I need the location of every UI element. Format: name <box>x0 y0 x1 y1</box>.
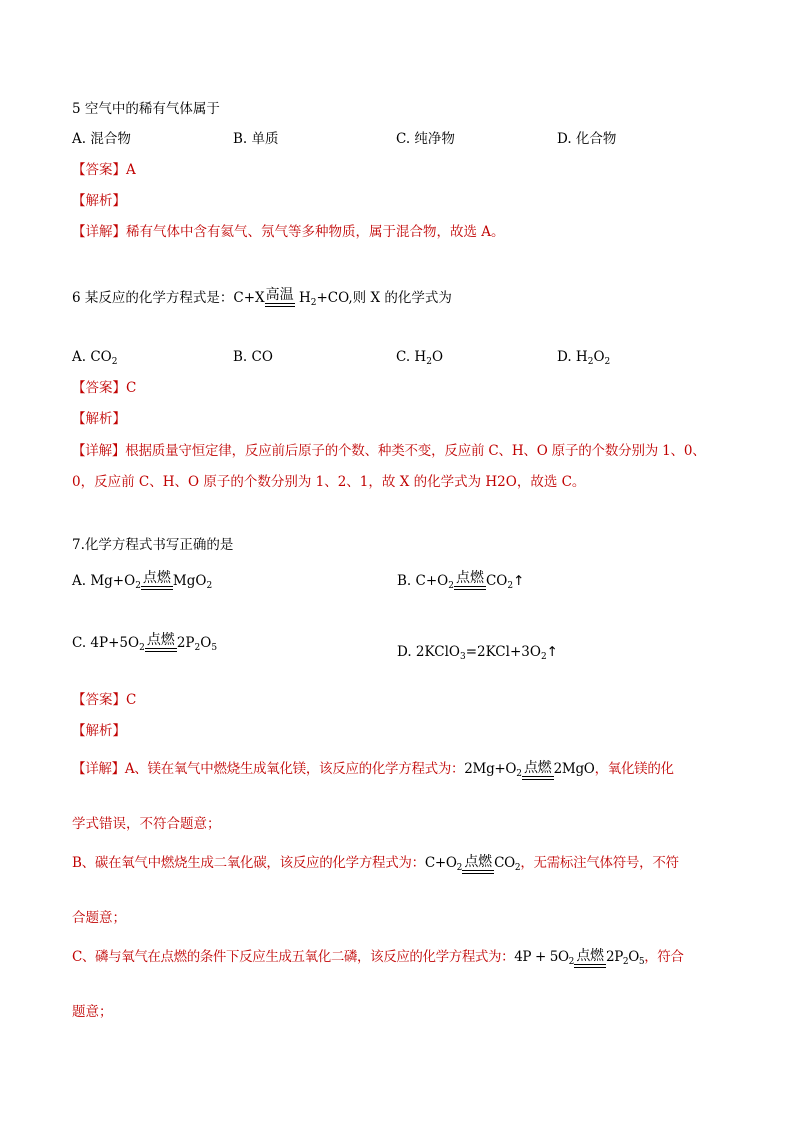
opt-text: O <box>431 349 444 365</box>
eq-text: O <box>628 949 639 965</box>
eq-text: 2MgO <box>553 761 595 777</box>
answer-label: 【答案】 <box>72 162 126 178</box>
subscript: 3 <box>459 652 466 662</box>
condition-label: 点燃 <box>523 760 552 776</box>
opt-text: B. C+O <box>397 573 449 589</box>
subscript: 2 <box>514 863 521 873</box>
opt-text: O <box>200 635 212 651</box>
up-arrow-icon: ↑ <box>513 573 525 589</box>
subscript: 2 <box>426 357 432 367</box>
q5-option-d: D. 化合物 <box>557 131 617 147</box>
subscript: 2 <box>622 957 629 967</box>
q5-stem: 5 空气中的稀有气体属于 <box>72 101 220 117</box>
q7-stem: 7.化学方程式书写正确的是 <box>72 537 234 553</box>
detail-a-equation <box>464 761 594 777</box>
q7-detail-c <box>72 940 684 974</box>
q7-b-condition <box>454 570 486 596</box>
q7-option-b <box>397 566 524 596</box>
detail-text: ，氧化镁的化 <box>594 761 674 777</box>
subscript: 2 <box>604 357 611 367</box>
detail-text: 根据质量守恒定律，反应前后原子的个数、种类不变，反应前 C、H、O 原子的个数分别为 1、0、 <box>125 443 706 459</box>
subscript: 2 <box>507 581 514 591</box>
detail-b-equation <box>425 855 521 871</box>
q6-option-b: B. CO <box>233 349 273 365</box>
subscript: 5 <box>211 643 218 653</box>
q5-option-b: B. 单质 <box>233 131 279 147</box>
q6-analysis-label: 【解析】 <box>72 411 126 427</box>
detail-text: ，无需标注气体符号，不符 <box>520 855 679 871</box>
q7-option-a <box>72 566 212 596</box>
answer-value: C <box>126 380 137 396</box>
q7-a-condition <box>141 570 173 596</box>
up-arrow-icon: ↑ <box>546 644 558 660</box>
opt-text: =2KCl+3O <box>465 644 541 660</box>
q5-option-a: A. 混合物 <box>72 131 131 147</box>
q7-answer <box>72 690 136 710</box>
subscript: 2 <box>516 769 522 779</box>
subscript: 2 <box>111 357 118 367</box>
subscript: 2 <box>456 863 463 873</box>
q7-option-c <box>72 628 217 658</box>
q5-detail <box>72 222 505 242</box>
detail-b-condition <box>462 854 494 880</box>
condition-label: 点燃 <box>576 948 604 964</box>
double-line-icon <box>522 776 554 780</box>
double-line-icon <box>265 303 295 307</box>
q6-answer <box>72 378 136 398</box>
q6-stem-pre: 6 某反应的化学方程式是：C+X <box>72 290 265 306</box>
opt-text: A. Mg+O <box>72 573 136 589</box>
q7-option-d <box>397 642 558 662</box>
eq-text: CO <box>494 855 515 871</box>
detail-text: B、碳在氧气中燃烧生成二氧化碳，该反应的化学方程式为： <box>72 855 425 871</box>
q5-option-c: C. 纯净物 <box>396 131 455 147</box>
subscript: 2 <box>139 643 145 653</box>
opt-text: D. 2KClO <box>397 644 460 660</box>
detail-text: 稀有气体中含有氦气、氖气等多种物质，属于混合物，故选 A。 <box>126 224 505 240</box>
q7-detail-a <box>72 752 674 786</box>
condition-label: 点燃 <box>142 570 171 586</box>
opt-text: C. 4P+5O <box>72 635 140 651</box>
subscript: 5 <box>638 957 645 967</box>
eq-text: 2Mg+O <box>464 761 517 777</box>
eq-text: 4P + 5O <box>514 949 569 965</box>
q6-stem-post: H <box>298 290 311 306</box>
answer-value: A <box>126 162 136 178</box>
q7-detail-b <box>72 846 679 880</box>
answer-value: C <box>126 692 137 708</box>
eq-text: C+O <box>424 855 457 871</box>
q5-analysis-label: 【解析】 <box>72 193 126 209</box>
eq-text: 2P <box>606 949 623 965</box>
double-line-icon <box>574 964 606 968</box>
q5-answer <box>72 160 136 180</box>
opt-text: D. H <box>557 349 588 365</box>
subscript: 2 <box>448 581 454 591</box>
q6-detail-line1 <box>72 441 706 461</box>
detail-text: C、磷与氧气在点燃的条件下反应生成五氧化二磷，该反应的化学方程式为： <box>72 949 515 965</box>
condition-label: 高温 <box>265 287 294 303</box>
q6-option-d <box>557 347 610 367</box>
q7-detail-c-line2: 题意； <box>72 1004 113 1020</box>
opt-text: O <box>593 349 605 365</box>
condition-label: 点燃 <box>464 854 492 870</box>
subscript: 2 <box>540 652 547 662</box>
opt-text: CO <box>485 573 508 589</box>
subscript: 2 <box>135 581 141 591</box>
detail-label: 【详解】 <box>72 224 126 240</box>
opt-text: 2P <box>176 635 195 651</box>
opt-text: MgO <box>172 573 207 589</box>
subscript: 2 <box>587 357 594 367</box>
subscript: 2 <box>568 957 574 967</box>
answer-label: 【答案】 <box>72 692 126 708</box>
detail-c-condition <box>574 948 606 974</box>
detail-text: A、镁在氧气中燃烧生成氧化镁，该反应的化学方程式为： <box>124 761 465 777</box>
double-line-icon <box>454 586 486 590</box>
q6-stem <box>72 283 452 313</box>
q6-detail-line2: 0，反应前 C、H、O 原子的个数分别为 1、2、1，故 X 的化学式为 H2O，故选 C。 <box>72 474 586 490</box>
q6-option-a <box>72 347 117 367</box>
q7-detail-b-line2: 合题意； <box>72 910 126 926</box>
detail-label: 【详解】 <box>72 443 126 459</box>
opt-text: A. CO <box>72 349 112 365</box>
detail-text: ，符合 <box>644 949 684 965</box>
q6-stem-post2: +CO,则 X 的化学式为 <box>316 290 452 306</box>
double-line-icon <box>145 648 177 652</box>
subscript: 2 <box>310 298 317 308</box>
detail-label: 【详解】 <box>72 761 125 777</box>
condition-label: 点燃 <box>146 632 175 648</box>
subscript: 2 <box>194 643 201 653</box>
q7-c-condition <box>145 632 177 658</box>
detail-c-equation <box>514 949 644 965</box>
condition-label: 点燃 <box>455 570 484 586</box>
opt-text: C. H <box>396 349 427 365</box>
double-line-icon <box>462 870 494 874</box>
q6-equation-condition <box>265 287 295 313</box>
subscript: 2 <box>206 581 213 591</box>
q7-analysis-label: 【解析】 <box>72 723 126 739</box>
detail-a-condition <box>522 760 554 786</box>
double-line-icon <box>141 586 173 590</box>
q7-detail-a-line2: 学式错误，不符合题意； <box>72 816 221 832</box>
q6-option-c <box>396 347 443 367</box>
answer-label: 【答案】 <box>72 380 126 396</box>
